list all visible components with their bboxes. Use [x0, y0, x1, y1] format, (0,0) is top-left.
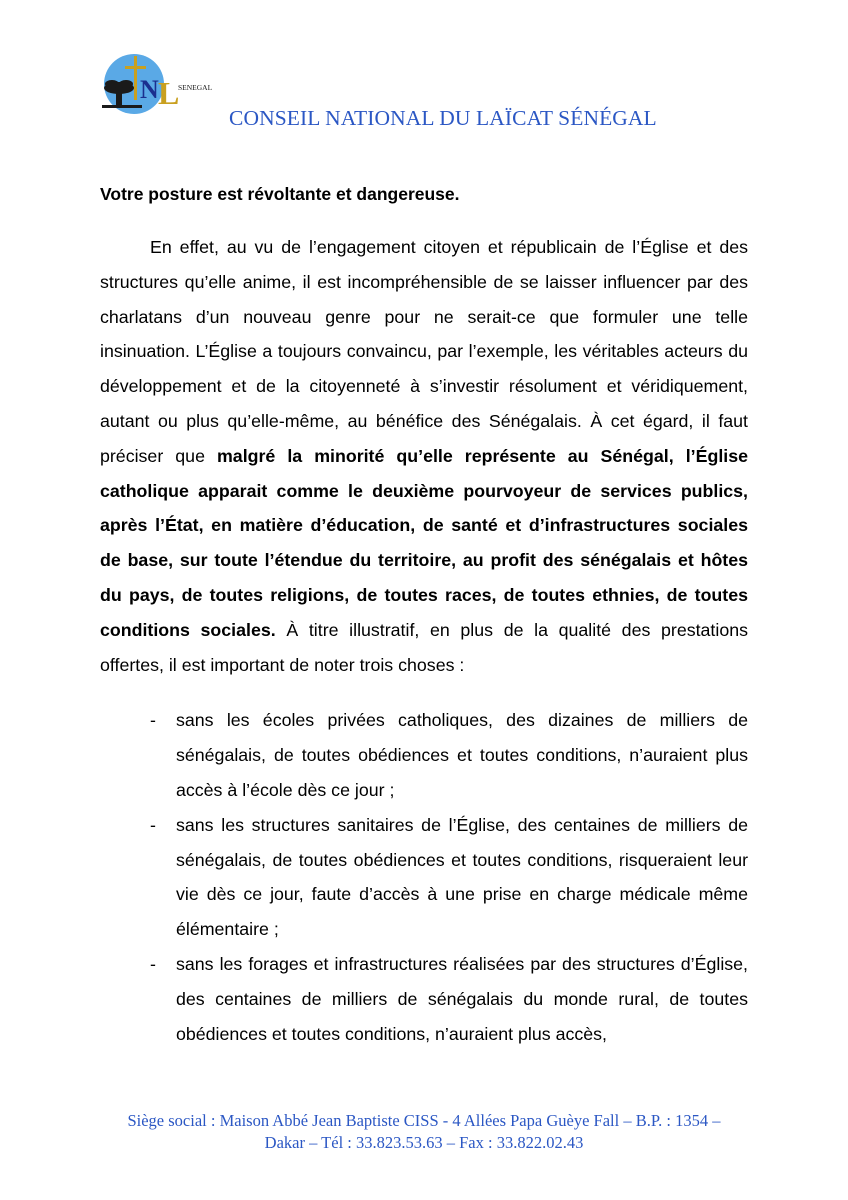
- list-dash-marker: -: [150, 710, 156, 731]
- paragraph-bold-statement: malgré la minorité qu’elle représente au Sénégal, l’Église catholique apparait comme le deuxième pourvoyeur de services publics, après l’État, en matière d’éducation, de santé et d’infrastructures sociales de base, sur toute l’étendue du territoire, au profit des sénégalais et hôtes du pays, de toutes religions, de toutes races, de toutes ethnies, de toutes conditions sociales.: [100, 445, 748, 640]
- list-item: [100, 703, 748, 807]
- bullet-list: [100, 703, 748, 1051]
- footer-address-line: Siège social : Maison Abbé Jean Baptiste CISS - 4 Allées Papa Guèye Fall – B.P. : 1354 –: [127, 1111, 721, 1130]
- logo-letter-l: L: [158, 75, 180, 111]
- page-footer: [100, 1110, 748, 1154]
- list-item-text: sans les structures sanitaires de l’Église, des centaines de milliers de sénégalais, de toutes obédiences et toutes conditions, risqueraient leur vie dès ce jour, faute d’accès à une prise en charge médicale même élémentaire ;: [176, 814, 748, 940]
- logo-graphic: [100, 54, 225, 124]
- list-dash-marker: -: [150, 814, 156, 835]
- logo-country-label: SENEGAL: [178, 83, 213, 92]
- logo-letter-n: N: [140, 75, 159, 104]
- list-dash-marker: -: [150, 953, 156, 974]
- organization-title: CONSEIL NATIONAL DU LAÏCAT SÉNÉGAL: [229, 106, 657, 130]
- logo-cross-horizontal: [125, 66, 146, 69]
- document-body: [100, 230, 748, 1051]
- section-heading: Votre posture est révoltante et dangereuse.: [100, 184, 460, 204]
- list-item: [100, 947, 748, 1051]
- logo-cross-vertical: [134, 56, 137, 100]
- paragraph-text-end: À titre illustratif, en plus de la qualité des prestations offertes, il est important de noter trois choses :: [100, 619, 748, 675]
- cnls-logo: [100, 54, 225, 124]
- main-paragraph: [100, 230, 748, 682]
- list-item: [100, 808, 748, 947]
- paragraph-text-start: En effet, au vu de l’engagement citoyen et républicain de l’Église et des structures qu’elle anime, il est incompréhensible de se laisser influencer par des charlatans d’un nouveau genre pour ne serait-ce que formuler une telle insinuation. L’Église a toujours convaincu, par l’exemple, les véritables acteurs du développement et de la citoyenneté à s’investir résolument et véridiquement, autant ou plus qu’elle-même, au bénéfice des Sénégalais. À cet égard, il faut préciser que: [100, 237, 748, 466]
- list-item-text: sans les forages et infrastructures réalisées par des structures d’Église, des centaines de milliers de sénégalais du monde rural, de toutes obédiences et toutes conditions, n’auraient plus accès,: [176, 953, 748, 1044]
- list-item-text: sans les écoles privées catholiques, des dizaines de milliers de sénégalais, de toutes obédiences et toutes conditions, n’auraient plus accès à l’école dès ce jour ;: [176, 710, 748, 800]
- footer-contact-line: Dakar – Tél : 33.823.53.63 – Fax : 33.822.02.43: [264, 1133, 584, 1152]
